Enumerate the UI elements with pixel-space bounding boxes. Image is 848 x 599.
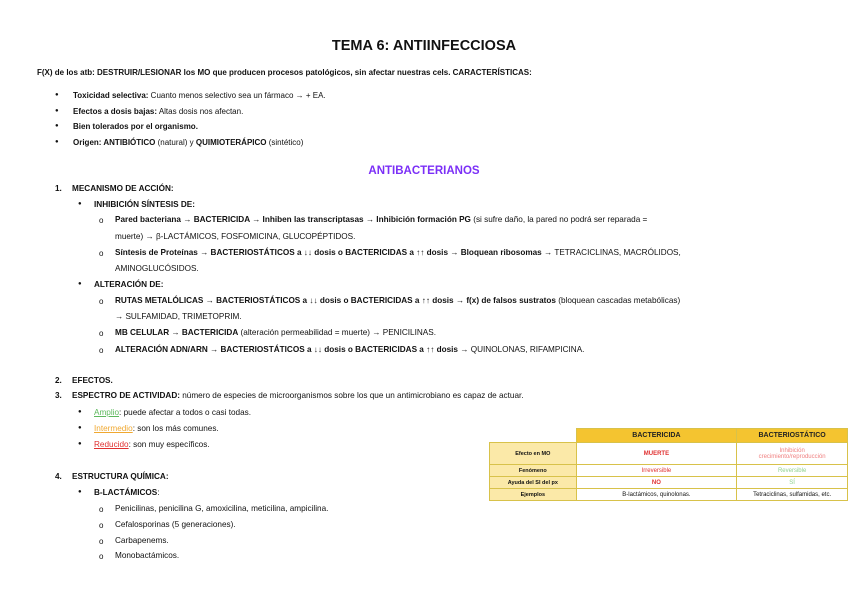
table-cell: NO xyxy=(576,477,737,489)
term-reducido: Reducido xyxy=(94,440,129,449)
characteristics-list xyxy=(55,88,326,150)
s1-a-heading: INHIBICIÓN SÍNTESIS DE: xyxy=(94,200,195,209)
s3-rest: número de especies de microorganismos sobre los que un antimicrobiano es capaz de actuar. xyxy=(179,391,524,400)
table-cell: Tetraciclinas, sulfamidas, etc. xyxy=(737,489,848,501)
section-heading: ANTIBACTERIANOS xyxy=(368,165,480,177)
s1-heading: MECANISMO DE ACCIÓN: xyxy=(72,184,174,193)
table-row xyxy=(490,489,848,501)
row-header: Efecto en MO xyxy=(490,443,577,465)
bullet-icon: ● xyxy=(78,425,82,431)
s1-b1-rest: (bloquean cascadas metabólicas) xyxy=(555,296,681,305)
item-term: QUIMIOTERÁPICO xyxy=(195,137,267,147)
square-bullet-icon: o xyxy=(99,521,104,530)
list-item xyxy=(55,104,326,120)
bullet-icon: ● xyxy=(78,489,82,495)
s1-b3-text xyxy=(115,342,584,358)
term-amplio: Amplio xyxy=(94,408,120,417)
table-cell: B-lactámicos, quinolonas. xyxy=(576,489,737,501)
s3-heading xyxy=(72,388,524,404)
s1-b1-bold: RUTAS METALÓLICAS → BACTERIOSTÁTICOS a ↓↓ dosis o BACTERICIDAS a ↑↑ dosis → f(x) de falsos sustratos xyxy=(115,296,556,305)
table-corner xyxy=(490,429,577,443)
square-bullet-icon: o xyxy=(99,249,104,258)
spectrum-item-amplio xyxy=(94,405,251,421)
table-cell: SÍ xyxy=(737,477,848,489)
item-text: : son muy específicos. xyxy=(128,440,210,449)
square-bullet-icon: o xyxy=(99,537,104,546)
s3-number: 3. xyxy=(55,391,62,400)
table-cell: MUERTE xyxy=(576,443,737,465)
item-text: : puede afectar a todos o casi todas. xyxy=(119,408,252,417)
s1-a1-line2: muerte) → β-LACTÁMICOS, FOSFOMICINA, GLUCOPÉPTIDOS. xyxy=(115,232,356,241)
s1-b3-bold: ALTERACIÓN ADN/ARN → BACTERIOSTÁTICOS a ↓↓ dosis o BACTERICIDAS a ↑↑ dosis xyxy=(115,345,458,354)
bullet-icon: ● xyxy=(78,409,82,415)
item-term: Efectos a dosis bajas: xyxy=(73,106,158,116)
s1-number: 1. xyxy=(55,184,62,193)
s4-sub-heading xyxy=(94,485,160,501)
table-cell: Reversible xyxy=(737,465,848,477)
table-cell xyxy=(737,443,848,465)
s1-b2-text xyxy=(115,325,436,341)
s1-a1-bold: Pared bacteriana → BACTERICIDA → Inhiben las transcriptasas → Inhibición formación PG xyxy=(115,215,471,224)
square-bullet-icon: o xyxy=(99,329,104,338)
table-row xyxy=(490,477,848,489)
item-text: : son los más comunes. xyxy=(132,424,219,433)
row-header: Fenómeno xyxy=(490,465,577,477)
s1-a1-rest: (si sufre daño, la pared no podrá ser reparada = xyxy=(470,215,648,224)
list-item: Carbapenems. xyxy=(115,536,169,545)
cell-line: Inhibición xyxy=(779,447,805,454)
table-row xyxy=(490,465,848,477)
spectrum-item-reducido xyxy=(94,437,210,453)
s1-b1-line2: → SULFAMIDAD, TRIMETOPRIM. xyxy=(115,312,242,321)
square-bullet-icon: o xyxy=(99,552,104,561)
list-item xyxy=(55,119,326,135)
cell-line: crecimiento/reproducción xyxy=(758,453,826,460)
s1-a1-text xyxy=(115,212,647,228)
page-title: TEMA 6: ANTIINFECCIOSA xyxy=(331,38,517,54)
s4-number: 4. xyxy=(55,472,62,481)
bullet-icon: ● xyxy=(78,201,82,207)
s2-heading: EFECTOS. xyxy=(72,376,113,385)
square-bullet-icon: o xyxy=(99,505,104,514)
s2-number: 2. xyxy=(55,376,62,385)
row-header: Ejemplos xyxy=(490,489,577,501)
s4-sub-label: B-LACTÁMICOS xyxy=(94,488,158,497)
bullet-icon: ● xyxy=(78,441,82,447)
s1-b3-rest: → QUINOLONAS, RIFAMPICINA. xyxy=(457,345,585,354)
table-row xyxy=(490,443,848,465)
s1-b2-bold: MB CELULAR → BACTERICIDA xyxy=(115,328,239,337)
s1-a2-rest: → TETRACICLINAS, MACRÓLIDOS, xyxy=(541,248,681,257)
table-cell: Irreversible xyxy=(576,465,737,477)
table-header: BACTERICIDA xyxy=(576,429,737,443)
item-term: Bien tolerados por el organismo. xyxy=(73,122,198,131)
list-item: Cefalosporinas (5 generaciones). xyxy=(115,520,236,529)
item-text: Altas dosis nos afectan. xyxy=(157,106,244,116)
s1-a2-text xyxy=(115,245,681,261)
s1-b-heading: ALTERACIÓN DE: xyxy=(94,280,164,289)
term-intermedio: Intermedio xyxy=(94,424,133,433)
spectrum-item-intermedio xyxy=(94,421,219,437)
square-bullet-icon: o xyxy=(99,346,104,355)
list-item xyxy=(55,88,326,104)
list-item: Penicilinas, penicilina G, amoxicilina, meticilina, ampicilina. xyxy=(115,504,329,513)
s1-a2-line2: AMINOGLUCÓSIDOS. xyxy=(115,264,199,273)
s1-b2-rest: (alteración permeabilidad = muerte) → PENICILINAS. xyxy=(238,328,436,337)
table-header-row xyxy=(490,429,848,443)
item-term: Toxicidad selectiva: xyxy=(73,91,149,100)
s4-sub-colon: : xyxy=(157,488,160,497)
table-header: BACTERIOSTÁTICO xyxy=(737,429,848,443)
comparison-table xyxy=(489,428,848,501)
bullet-icon: ● xyxy=(78,281,82,287)
s1-b1-text xyxy=(115,293,680,309)
row-header: Ayuda del SI del px xyxy=(490,477,577,489)
square-bullet-icon: o xyxy=(99,297,104,306)
item-text: Cuanto menos selectivo sea un fármaco → + EA. xyxy=(148,91,326,100)
s4-heading: ESTRUCTURA QUÍMICA: xyxy=(72,472,169,481)
list-item xyxy=(55,135,326,151)
s3-label: ESPECTRO DE ACTIVIDAD: xyxy=(72,391,180,400)
intro-paragraph: F(X) de los atb: DESTRUIR/LESIONAR los MO que producen procesos patológicos, sin afectar nuestras cels. CARACTERÍSTICAS: xyxy=(37,68,532,77)
s1-a2-bold: Síntesis de Proteínas → BACTERIOSTÁTICOS a ↓↓ dosis o BACTERICIDAS a ↑↑ dosis → Bloquean ribosomas xyxy=(115,248,542,257)
list-item: Monobactámicos. xyxy=(115,551,180,560)
item-text: (natural) y xyxy=(155,137,196,147)
square-bullet-icon: o xyxy=(99,216,104,225)
item-text: (sintético) xyxy=(266,137,304,147)
item-term: Origen: ANTIBIÓTICO xyxy=(73,137,156,147)
